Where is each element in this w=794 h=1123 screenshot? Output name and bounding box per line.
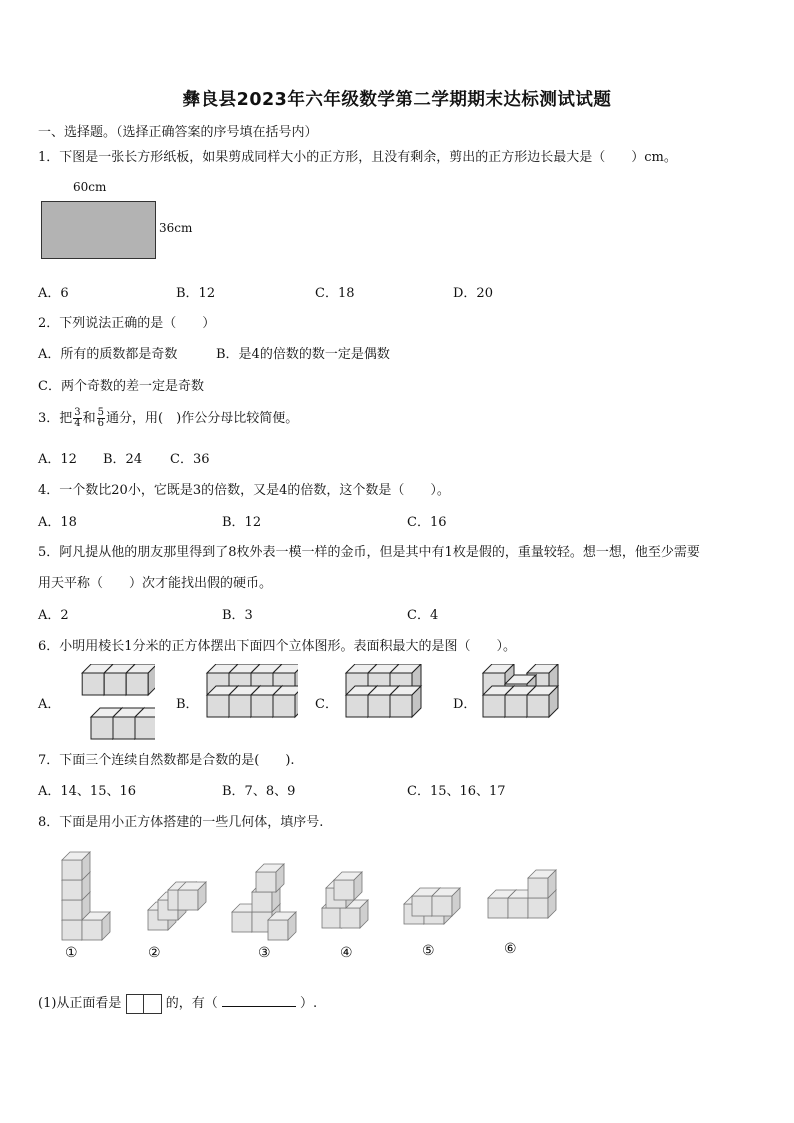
- q6-figure-b: [203, 664, 298, 740]
- q3-fraction-1: [73, 408, 81, 429]
- cube: [126, 664, 155, 695]
- q3-text: [38, 407, 298, 429]
- q1-height-label: 36cm: [159, 221, 193, 235]
- q5-text-line1: 5．阿凡提从他的朋友那里得到了8枚外表一模一样的金币，但是其中有1枚是假的，重量较轻。想一想，他至少需要: [38, 545, 700, 560]
- section-heading: 一、选择题。（选择正确答案的序号填在括号内）: [38, 125, 318, 140]
- cube: [390, 686, 421, 717]
- q1-option-c[interactable]: C．18: [315, 286, 355, 301]
- q2-option-b[interactable]: B．是4的倍数的数一定是偶数: [216, 347, 390, 362]
- q3-fraction-2: [97, 408, 105, 429]
- q8-figure-4: [322, 872, 368, 928]
- q7-option-b[interactable]: B．7、8、9: [222, 784, 296, 799]
- q8-figure-2: [148, 882, 206, 930]
- cube: [527, 686, 558, 717]
- q2-text: 2．下列说法正确的是（ ）: [38, 316, 216, 331]
- q8-figure-5: [404, 888, 460, 924]
- q7-option-c[interactable]: C．15、16、17: [407, 784, 506, 799]
- q3-suffix: 通分，用( )作公分母比较简便。: [106, 411, 299, 426]
- q6-figure-d: [479, 664, 574, 740]
- q8-sub1-answer-blank[interactable]: [222, 994, 296, 1007]
- q3-fraction-2-den: 6: [97, 418, 105, 429]
- q8-sub1-suffix: ）.: [300, 996, 318, 1011]
- q1-option-a[interactable]: A．6: [38, 286, 69, 301]
- q8-sub1-front-view-figure: [126, 994, 162, 1014]
- q8-figure-label-1: ①: [65, 945, 78, 961]
- q3-option-b[interactable]: B．24: [103, 452, 143, 467]
- q1-width-label: 60cm: [73, 180, 107, 194]
- q8-figure-label-6: ⑥: [504, 941, 517, 957]
- q2-option-a[interactable]: A．所有的质数都是奇数: [38, 347, 178, 362]
- q4-option-a[interactable]: A．18: [38, 515, 77, 530]
- q4-text: 4．一个数比20小，它既是3的倍数，又是4的倍数，这个数是（ ）。: [38, 483, 450, 498]
- q3-fraction-1-den: 4: [74, 418, 81, 429]
- q4-option-b[interactable]: B．12: [222, 515, 262, 530]
- q5-option-a[interactable]: A．2: [38, 608, 69, 623]
- q4-option-c[interactable]: C．16: [407, 515, 447, 530]
- q7-text: 7．下面三个连续自然数都是合数的是( ).: [38, 753, 295, 768]
- q8-figure-6: [488, 870, 556, 918]
- q2-option-c[interactable]: C．两个奇数的差一定是奇数: [38, 379, 204, 394]
- q8-figure-label-3: ③: [258, 945, 271, 961]
- q8-sub1-prefix: (1)从正面看是: [38, 996, 122, 1011]
- q6-figure-a: [65, 664, 155, 740]
- q8-figure-label-4: ④: [340, 945, 353, 961]
- q6-figure-c: [342, 664, 437, 740]
- q8-figure-3: [232, 864, 296, 940]
- q6-label-d[interactable]: D．: [453, 697, 477, 712]
- q1-option-b[interactable]: B．12: [176, 286, 216, 301]
- q6-label-a[interactable]: A．: [38, 697, 61, 712]
- q1-text: 1．下图是一张长方形纸板，如果剪成同样大小的正方形，且没有剩余，剪出的正方形边长最大是（ ）cm。: [38, 150, 677, 165]
- q3-mid: 和: [82, 411, 96, 426]
- q7-option-a[interactable]: A．14、15、16: [38, 784, 137, 799]
- q6-text: 6．小明用棱长1分米的正方体摆出下面四个立体图形。表面积最大的是图（ ）。: [38, 639, 517, 654]
- q3-prefix: 3．把: [38, 411, 73, 426]
- q1-rectangle-figure: [41, 201, 156, 259]
- q1-option-d[interactable]: D．20: [453, 286, 493, 301]
- q6-label-c[interactable]: C．: [315, 697, 338, 712]
- q8-figure-label-5: ⑤: [422, 943, 435, 959]
- q5-option-c[interactable]: C．4: [407, 608, 439, 623]
- q8-figure-label-2: ②: [148, 945, 161, 961]
- q5-text-line2: 用天平称（ ）次才能找出假的硬币。: [38, 576, 273, 591]
- q8-sub1: [38, 992, 317, 1014]
- q8-text: 8．下面是用小正方体搭建的一些几何体，填序号.: [38, 815, 324, 830]
- q3-option-a[interactable]: A．12: [38, 452, 77, 467]
- q3-fraction-1-num: 3: [74, 407, 81, 418]
- page-title: 彝良县2023年六年级数学第二学期期末达标测试试题: [182, 90, 612, 110]
- q6-label-b[interactable]: B．: [176, 697, 199, 712]
- q8-figure-1: [62, 852, 110, 940]
- cube: [273, 686, 298, 717]
- q3-fraction-2-num: 5: [97, 407, 105, 418]
- q3-option-c[interactable]: C．36: [170, 452, 210, 467]
- q8-figures: [40, 850, 560, 950]
- q8-sub1-mid: 的，有（: [165, 996, 218, 1011]
- q5-option-b[interactable]: B．3: [222, 608, 253, 623]
